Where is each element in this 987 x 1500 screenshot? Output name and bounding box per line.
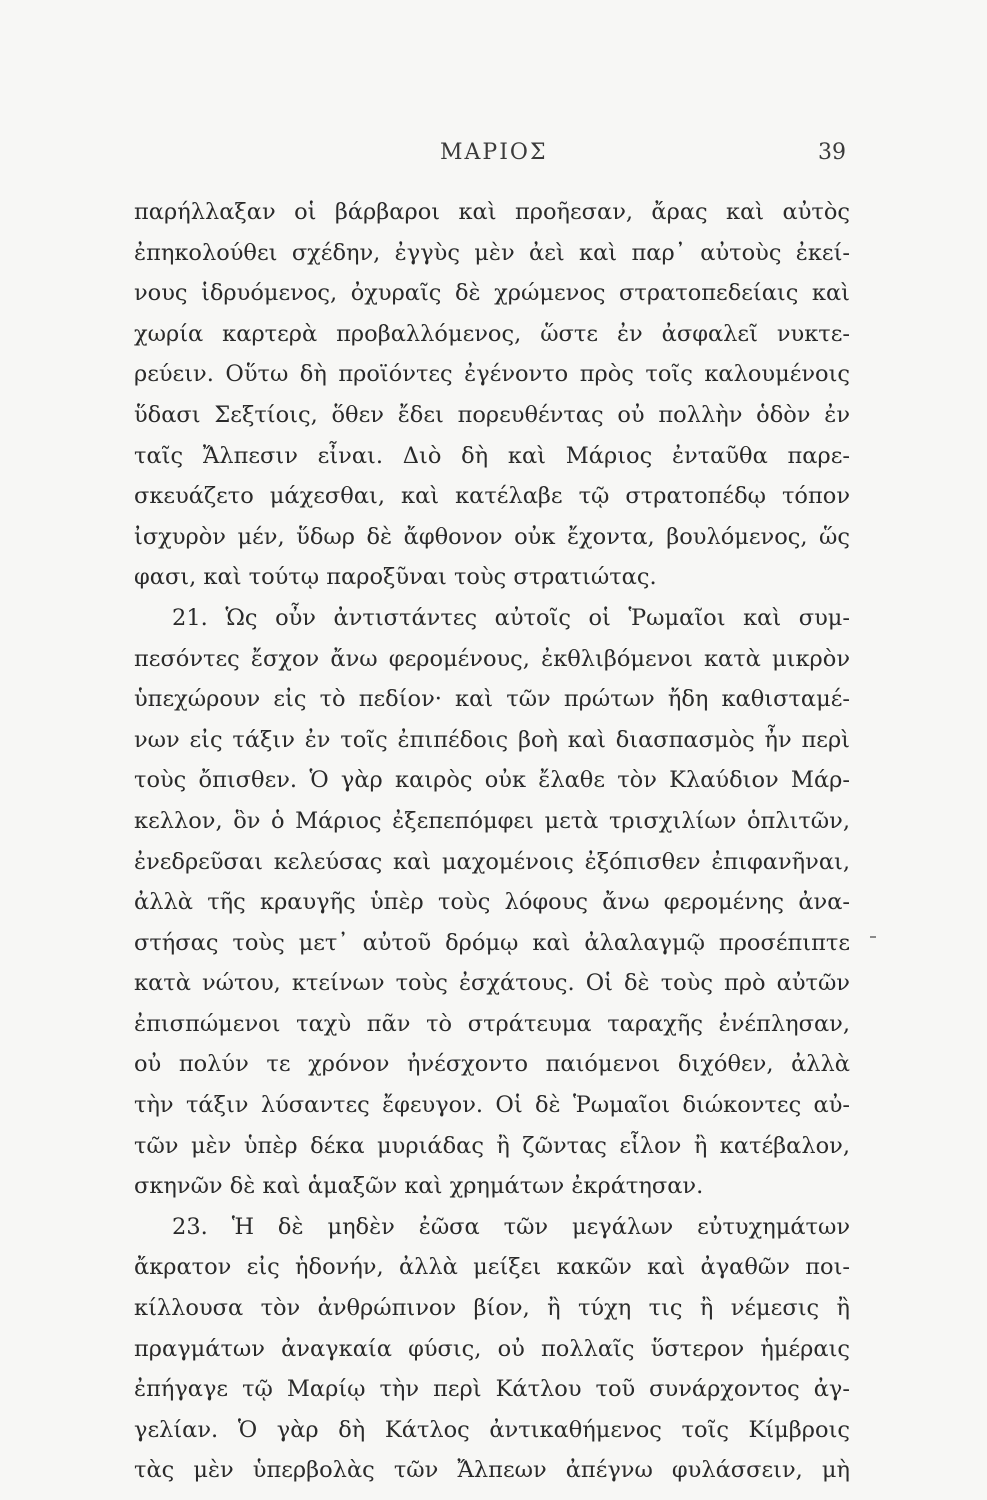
- text-line: ἰσχυρὸν μέν, ὕδωρ δὲ ἄφθονον οὐκ ἔχοντα, βουλόμενος, ὥς: [134, 523, 850, 550]
- text-line: ἐπηκολούθει σχέδην, ἐγγὺς μὲν ἀεὶ καὶ παρ᾽ αὐτοὺς ἐκεί-: [134, 239, 850, 266]
- text-line: νων εἰς τάξιν ἐν τοῖς ἐπιπέδοις βοὴ καὶ διασπασμὸς ἦν περὶ: [134, 726, 850, 753]
- text-line: σκευάζετο μάχεσθαι, καὶ κατέλαβε τῷ στρατοπέδῳ τόπον: [134, 483, 850, 510]
- text-line: ταῖς Ἄλπεσιν εἶναι. Διὸ δὴ καὶ Μάριος ἐνταῦθα παρε-: [134, 442, 850, 469]
- paragraph-start-line: 23. Ἡ δὲ μηδὲν ἐῶσα τῶν μεγάλων εὐτυχημάτων: [172, 1213, 850, 1240]
- paragraph-start-line: 21. Ὡς οὖν ἀντιστάντες αὐτοῖς οἱ Ῥωμαῖοι καὶ συμ-: [172, 604, 850, 631]
- paragraph-end-line: φασι, καὶ τούτῳ παροξῦναι τοὺς στρατιώτας.: [134, 564, 657, 591]
- text-line: πεσόντες ἔσχον ἄνω φερομένους, ἐκθλιβόμενοι κατὰ μικρὸν: [134, 645, 850, 672]
- text-line: ἄκρατον εἰς ἡδονήν, ἀλλὰ μείξει κακῶν καὶ ἀγαθῶν ποι-: [134, 1254, 850, 1281]
- text-line: παρήλλαξαν οἱ βάρβαροι καὶ προῆεσαν, ἄρας καὶ αὐτὸς: [134, 199, 850, 225]
- text-line: κίλλουσα τὸν ἀνθρώπινον βίον, ἢ τύχη τις ἢ νέμεσις ἢ: [134, 1295, 850, 1322]
- text-line: ρεύειν. Οὕτω δὴ προϊόντες ἐγένοντο πρὸς τοῖς καλουμένοις: [134, 361, 850, 388]
- text-line: χωρία καρτερὰ προβαλλόμενος, ὥστε ἐν ἀσφαλεῖ νυκτε-: [134, 320, 850, 347]
- text-line: τὰς μὲν ὑπερβολὰς τῶν Ἄλπεων ἀπέγνω φυλάσσειν, μὴ: [134, 1457, 850, 1484]
- text-line: ἐπήγαγε τῷ Μαρίῳ τὴν περὶ Κάτλου τοῦ συνάρχοντος ἀγ-: [134, 1376, 850, 1403]
- text-line: ὕδασι Σεξτίοις, ὅθεν ἔδει πορευθέντας οὐ πολλὴν ὁδὸν ἐν: [134, 401, 850, 428]
- text-line: ἐπισπώμενοι ταχὺ πᾶν τὸ στράτευμα ταραχῆς ἐνέπλησαν,: [134, 1010, 850, 1037]
- text-line: κελλον, ὃν ὁ Μάριος ἐξεπεπόμφει μετὰ τρισχιλίων ὁπλιτῶν,: [134, 807, 850, 834]
- paragraph-end-line: σκηνῶν δὲ καὶ ἁμαξῶν καὶ χρημάτων ἐκράτησαν.: [134, 1173, 704, 1200]
- text-line: ὑπεχώρουν εἰς τὸ πεδίον· καὶ τῶν πρώτων ἤδη καθισταμέ-: [134, 686, 850, 713]
- text-line: τὴν τάξιν λύσαντες ἔφευγον. Οἱ δὲ Ῥωμαῖοι διώκοντες αὐ-: [134, 1092, 850, 1119]
- margin-mark: [870, 936, 876, 938]
- running-head: ΜΑΡΙΟΣ: [440, 140, 548, 165]
- text-line: οὐ πολύν τε χρόνον ἠνέσχοντο παιόμενοι διχόθεν, ἀλλὰ: [134, 1051, 850, 1078]
- text-line: ἀλλὰ τῆς κραυγῆς ὑπὲρ τοὺς λόφους ἄνω φερομένης ἀνα-: [134, 889, 850, 916]
- body-text: [134, 192, 850, 1491]
- text-line: κατὰ νώτου, κτείνων τοὺς ἐσχάτους. Οἱ δὲ τοὺς πρὸ αὐτῶν: [134, 970, 850, 997]
- text-line: στήσας τοὺς μετ᾽ αὐτοῦ δρόμῳ καὶ ἀλαλαγμῷ προσέπιπτε: [134, 929, 850, 956]
- page-number: 39: [818, 140, 846, 165]
- text-line: γελίαν. Ὁ γὰρ δὴ Κάτλος ἀντικαθήμενος τοῖς Κίμβροις: [134, 1416, 850, 1443]
- text-line: τοὺς ὄπισθεν. Ὁ γὰρ καιρὸς οὐκ ἔλαθε τὸν Κλαύδιον Μάρ-: [134, 767, 850, 794]
- text-line: νους ἱδρυόμενος, ὀχυραῖς δὲ χρώμενος στρατοπεδείαις καὶ: [134, 280, 850, 307]
- text-line: ἐνεδρεῦσαι κελεύσας καὶ μαχομένοις ἐξόπισθεν ἐπιφανῆναι,: [134, 848, 850, 875]
- text-line: πραγμάτων ἀναγκαία φύσις, οὐ πολλαῖς ὕστερον ἡμέραις: [134, 1335, 850, 1362]
- text-line: τῶν μὲν ὑπὲρ δέκα μυριάδας ἢ ζῶντας εἷλον ἢ κατέβαλον,: [134, 1132, 850, 1159]
